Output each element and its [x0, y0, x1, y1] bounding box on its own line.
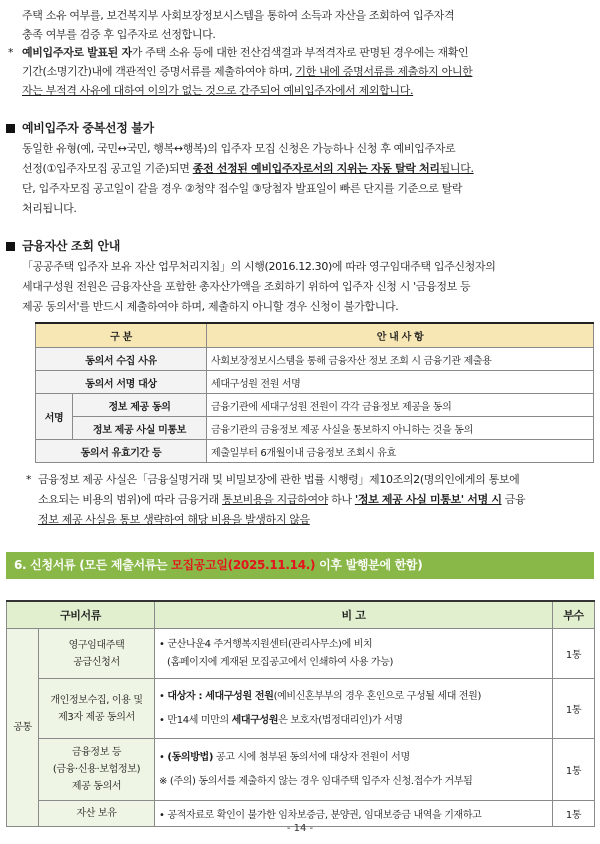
heading-text: 금융자산 조회 안내	[22, 239, 121, 253]
table-header-row	[7, 601, 595, 629]
note-line: 금융정보 제공 사실은「금융실명거래 및 비밀보장에 관한 법률 시행령」제10조의2(명의인에게의 통보에	[38, 473, 520, 486]
document-name: 제공 동의서	[71, 781, 122, 792]
note-bold: 세대구성원	[231, 714, 279, 726]
banner-highlight-date: 모집공고일(2025.11.14.)	[171, 558, 316, 572]
section-heading-duplicate	[6, 119, 154, 136]
note-text: 공고 시에 첨부된 동의서에 대상자 전원이 서명	[213, 751, 410, 763]
table-group-cell: 서명	[36, 394, 73, 440]
note-line	[159, 712, 548, 730]
note-text: 금융	[501, 493, 526, 506]
document-name: 영구임대주택	[68, 639, 125, 651]
note-line	[159, 749, 548, 767]
bullet: •	[159, 751, 168, 763]
body-text-line: 단, 입주자모집 공고일이 같을 경우 ②청약 접수일 ③당첨자 발표일이 빠른 단지를 기준으로 탈락	[22, 182, 463, 195]
note-text: 가 주택 소유 등에 대한 전산검색결과 부적격자로 판명된 경우에는 재확인	[131, 46, 469, 59]
note-bold: 대상자 : 세대구성원 전원	[167, 690, 274, 702]
note-line	[22, 45, 468, 61]
body-text: 선정(①입주자모집 공고일 기준)되면	[22, 162, 193, 175]
table-row	[7, 629, 595, 679]
document-name-cell	[39, 679, 155, 739]
body-text-line	[22, 161, 474, 177]
document-name: (금융·신용·보험정보)	[52, 764, 141, 775]
body-text-line: 동일한 유형(예, 국민↔국민, 행복↔행복)의 입주자 모집 신청은 가능하나 신청 후 예비입주자로	[22, 142, 456, 155]
document-name-cell	[39, 739, 155, 801]
notes-cell	[155, 679, 553, 739]
banner-text: 6. 신청서류 (모든 제출서류는	[14, 558, 172, 572]
heading-text: 예비입주자 중복선정 불가	[22, 121, 154, 135]
note-text: 기간(소명기간)내에 객관적인 증명서류를 제출하여야 하며,	[22, 65, 296, 78]
document-name: 개인정보수집, 이용 및	[50, 694, 143, 706]
square-bullet-icon	[6, 124, 15, 133]
table-row	[36, 394, 594, 417]
table-label-cell: 정보 제공 동의	[73, 394, 207, 417]
note-line	[38, 492, 525, 508]
note-text: • 만14세 미만의	[159, 714, 232, 726]
note-text: (홈페이지에 게재된 모집공고에서 인쇄하여 사용 가능)	[167, 656, 394, 668]
table-row	[36, 417, 594, 440]
bullet: •	[159, 690, 168, 702]
square-bullet-icon	[6, 242, 15, 251]
note-underlined-line: 자는 부적격 사유에 대하여 이의가 없는 것으로 간주되어 예비입주자에서 제외합니다.	[22, 84, 414, 97]
table-label-cell: 동의서 서명 대상	[36, 371, 207, 394]
table-header-row	[36, 323, 594, 348]
note-emphasis-text: '정보 제공 사실 미통보' 서명 시	[354, 493, 502, 506]
note-text: ※ (주의) 동의서를 제출하지 않는 경우 임대주택 입주자 신청.접수가 거부됨	[159, 775, 473, 787]
notes-cell	[155, 739, 553, 801]
table-label-cell: 동의서 수집 사유	[36, 348, 207, 371]
document-name-cell: 자산 보유	[39, 801, 155, 827]
page-number: - 14 -	[286, 823, 314, 834]
table-value-cell: 사회보장정보시스템을 통해 금융자산 정보 조회 시 금융기관 제출용	[207, 348, 594, 371]
table-value-cell: 제출일부터 6개월이내 금융정보 조회시 유효	[207, 440, 594, 463]
table-label-cell: 동의서 유효기간 등	[36, 440, 207, 463]
table-header-cell: 구 분	[36, 323, 207, 348]
note-text: 은 보호자(법정대리인)가 서명	[278, 714, 403, 726]
table-header-cell: 구비서류	[7, 601, 155, 629]
count-cell: 1통	[553, 679, 595, 739]
table-row	[36, 371, 594, 394]
note-underlined-text: 통보비용을 지급하여야	[222, 493, 328, 506]
table-value-cell: 세대구성원 전원 서명	[207, 371, 594, 394]
body-text-line: 「공공주택 입주자 보유 자산 업무처리지침」의 시행(2016.12.30)에 따라 영구임대주택 입주신청자의	[22, 260, 496, 273]
body-text: 됩니다.	[439, 162, 474, 175]
document-name: 제3자 제공 동의서	[58, 711, 135, 723]
notes-cell: • 공적자료로 확인이 불가한 임차보증금, 분양권, 임대보증금 내역을 기재하고	[155, 801, 553, 827]
note-text: 하나	[328, 493, 355, 506]
note-marker: *	[26, 473, 32, 486]
body-text-line: 세대구성원 전원은 금융자산을 포함한 총자산가액을 조회하기 위하여 입주자 신청 시 '금융정보 등	[22, 280, 471, 293]
count-cell: 1통	[553, 739, 595, 801]
table-header-cell: 부수	[553, 601, 595, 629]
table-row	[36, 348, 594, 371]
note-underlined-line: 정보 제공 사실을 통보 생략하여 해당 비용을 발생하지 않음	[38, 513, 310, 526]
notes-cell	[155, 629, 553, 679]
section-6-banner	[6, 552, 594, 579]
emphasis-text: 종전 선정된 예비입주자로서의 지위는 자동 탈락 처리	[192, 162, 440, 175]
table-label-cell: 정보 제공 사실 미통보	[73, 417, 207, 440]
count-cell: 1통	[553, 629, 595, 679]
table-row	[7, 739, 595, 801]
note-bold: (동의방법)	[167, 751, 214, 763]
document-name: 금융정보 등	[71, 747, 122, 758]
table-header-cell: 비 고	[155, 601, 553, 629]
document-name: 공급신청서	[73, 656, 120, 668]
table-group-cell: 공통	[7, 629, 39, 827]
body-text-line: 주택 소유 여부를, 보건복지부 사회보장정보시스템을 통하여 소득과 자산을 조회하여 입주자격	[22, 9, 455, 22]
note-underlined-text: 기한 내에 증명서류를 제출하지 아니한	[295, 65, 473, 78]
note-text: • 군산나운4 주거행복지원센터(관리사무소)에 비치	[159, 638, 373, 650]
body-text-line: 제공 동의서'를 반드시 제출하여야 하며, 제출하지 아니할 경우 신청이 불가합니다.	[22, 300, 399, 313]
table-header-cell: 안 내 사 항	[207, 323, 594, 348]
document-name-cell	[39, 629, 155, 679]
note-marker: *	[8, 46, 14, 59]
body-text-line: 충족 여부를 검증 후 입주자로 선정합니다.	[22, 28, 216, 41]
banner-text: 이후 발행분에 한함)	[315, 558, 423, 572]
note-text: (예비신혼부부의 경우 혼인으로 구성될 세대 전원)	[273, 690, 482, 702]
note-text: 소요되는 비용의 범위)에 따라 금융거래	[38, 493, 223, 506]
body-text-line: 처리됩니다.	[22, 202, 77, 215]
note-line	[22, 64, 472, 80]
table-row	[36, 440, 594, 463]
note-line	[159, 688, 548, 706]
financial-info-table	[35, 322, 594, 463]
table-value-cell: 금융기관에 세대구성원 전원이 각각 금융정보 제공을 동의	[207, 394, 594, 417]
table-value-cell: 금융기관의 금융정보 제공 사실을 통보하지 아니하는 것을 동의	[207, 417, 594, 440]
application-documents-table	[6, 600, 595, 827]
table-row	[7, 679, 595, 739]
note-bold-text: 예비입주자로 발표된 자	[22, 46, 132, 59]
count-cell: 1통	[553, 801, 595, 827]
section-heading-financial	[6, 237, 120, 254]
